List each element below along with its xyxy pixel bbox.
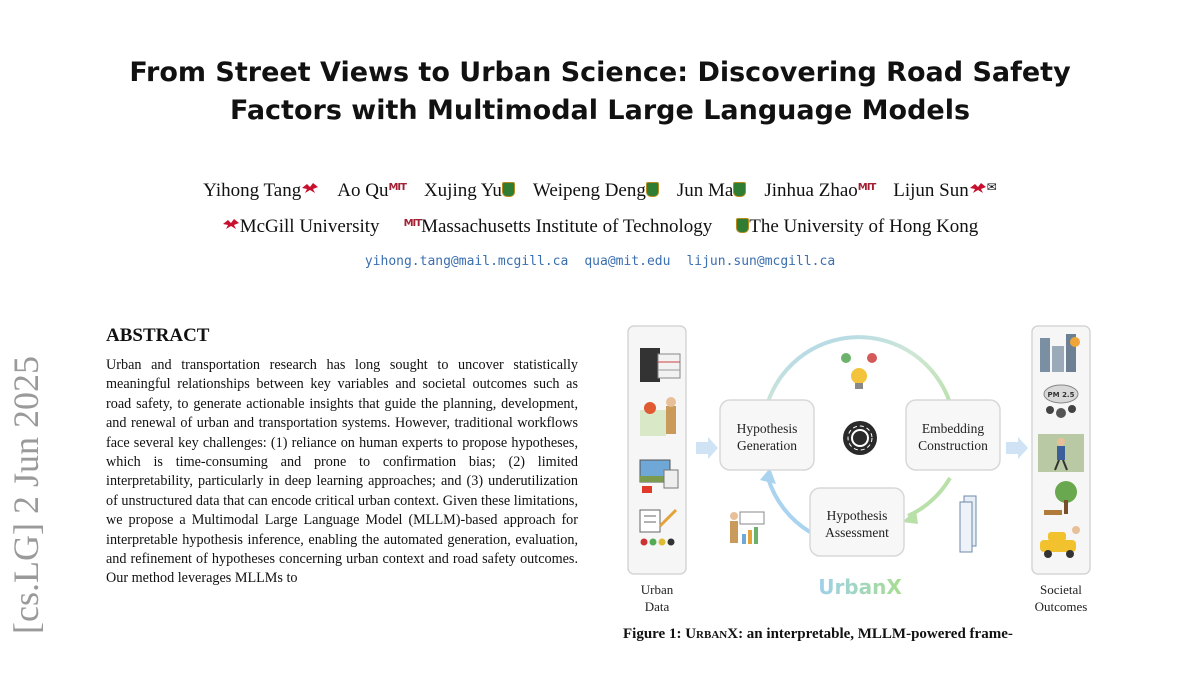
envelope-icon: ✉	[986, 180, 997, 194]
affiliation	[222, 216, 380, 237]
hypothesis-assessment-box	[810, 488, 904, 556]
paper-title	[60, 54, 1140, 130]
assess-label-2: Assessment	[825, 525, 889, 540]
affiliation	[736, 216, 978, 237]
caption-prefix: Figure 1:	[623, 626, 686, 642]
figure-caption	[623, 626, 1013, 643]
author-name-text: Lijun Sun	[893, 180, 969, 201]
urbanx-brand: UrbanX	[818, 575, 902, 599]
author-name	[203, 180, 319, 201]
author-list	[60, 180, 1140, 202]
gen-label-2: Generation	[737, 438, 797, 453]
emb-label-1: Embedding	[921, 421, 985, 436]
societal-label-2: Outcomes	[1034, 599, 1088, 614]
mit-logo-icon: MIT	[857, 182, 876, 193]
author-name	[337, 180, 406, 201]
author-name	[677, 180, 746, 201]
mit-logo-icon: MIT	[388, 182, 406, 193]
email-list	[60, 254, 1140, 269]
input-arrow	[696, 437, 718, 459]
author-email-link[interactable]: lijun.sun@mcgill.ca	[686, 254, 836, 269]
hku-crest-icon	[646, 182, 659, 197]
mit-logo-icon: MIT	[403, 218, 422, 229]
urban-label-2: Data	[644, 599, 670, 614]
analyst-chart-icon	[730, 512, 764, 544]
arxiv-stamp: [cs.LG] 2 Jun 2025	[6, 356, 46, 634]
affiliation	[404, 216, 713, 237]
abstract-body: Urban and transportation research has long sought to uncover statistically meaningful relationships between key variables and societal outcomes such as road safety, to generate actionable insights that guide the planning, development, and renewal of urban and transportation systems. However, traditional workflows face several key challenges: (1) reliance on human experts to propose hypotheses, which is time-consuming and prone to confirmation bias; (2) limited interpretability, particularly in deep learning approaches; and (3) underutilization of unstructured data that can encode critical urban context. Given these limitations, we propose a Multimodal Large Language Model (MLLM)-based approach for interpretable hypothesis inference, enabling the automated generation, evaluation, and refinement of hypotheses concerning urban context and road safety outcomes. Our method leverages MLLMs to	[106, 357, 578, 587]
affiliation-name: Massachusetts Institute of Technology	[421, 216, 713, 237]
author-email-link[interactable]: qua@mit.edu	[584, 254, 671, 269]
author-name-text: Weipeng Deng	[532, 180, 646, 201]
author-name	[424, 180, 515, 201]
caption-rest: : an interpretable, MLLM-powered frame-	[738, 626, 1013, 642]
author-name-text: Xujing Yu	[423, 180, 502, 201]
hku-crest-icon	[733, 182, 746, 197]
affiliation-list	[60, 216, 1140, 238]
hku-crest-icon	[502, 182, 515, 197]
author-name	[764, 180, 875, 201]
mcgill-logo-icon	[969, 182, 987, 194]
figure-1-diagram	[620, 318, 1110, 624]
output-arrow	[1006, 437, 1028, 459]
author-name-text: Jun Ma	[676, 180, 734, 201]
embedding-construction-box	[906, 400, 1000, 470]
hypothesis-generation-box	[720, 400, 814, 470]
emb-label-2: Construction	[918, 438, 988, 453]
pedestrian-icon	[1038, 434, 1084, 472]
cycle-arc-left	[768, 478, 810, 532]
author-name	[533, 180, 659, 201]
lightbulb-icon	[841, 353, 877, 389]
hku-crest-icon	[736, 218, 749, 233]
urban-label-1: Urban	[640, 582, 674, 597]
abstract-heading: ABSTRACT	[106, 325, 210, 346]
gen-label-1: Hypothesis	[736, 421, 798, 436]
societal-label-1: Societal	[1040, 582, 1082, 597]
affiliation-name: McGill University	[239, 216, 380, 237]
author-name	[893, 180, 997, 201]
mcgill-logo-icon	[222, 218, 240, 230]
caption-name: UrbanX	[685, 626, 739, 642]
author-email-link[interactable]: yihong.tang@mail.mcgill.ca	[364, 254, 569, 269]
title-line-1: From Street Views to Urban Science: Discovering Road Safety	[129, 57, 1071, 88]
assess-label-1: Hypothesis	[826, 508, 888, 523]
author-name-text: Ao Qu	[337, 180, 389, 201]
affiliation-name: The University of Hong Kong	[749, 216, 979, 237]
author-name-text: Yihong Tang	[203, 180, 302, 201]
author-name-text: Jinhua Zhao	[764, 180, 858, 201]
ai-model-icon	[843, 421, 877, 455]
mcgill-logo-icon	[301, 182, 319, 194]
embedding-stack-icon	[960, 496, 976, 552]
title-line-2: Factors with Multimodal Large Language Models	[229, 95, 971, 126]
pm25-label: PM 2.5	[1047, 391, 1075, 399]
cycle-arc-right	[908, 478, 950, 516]
